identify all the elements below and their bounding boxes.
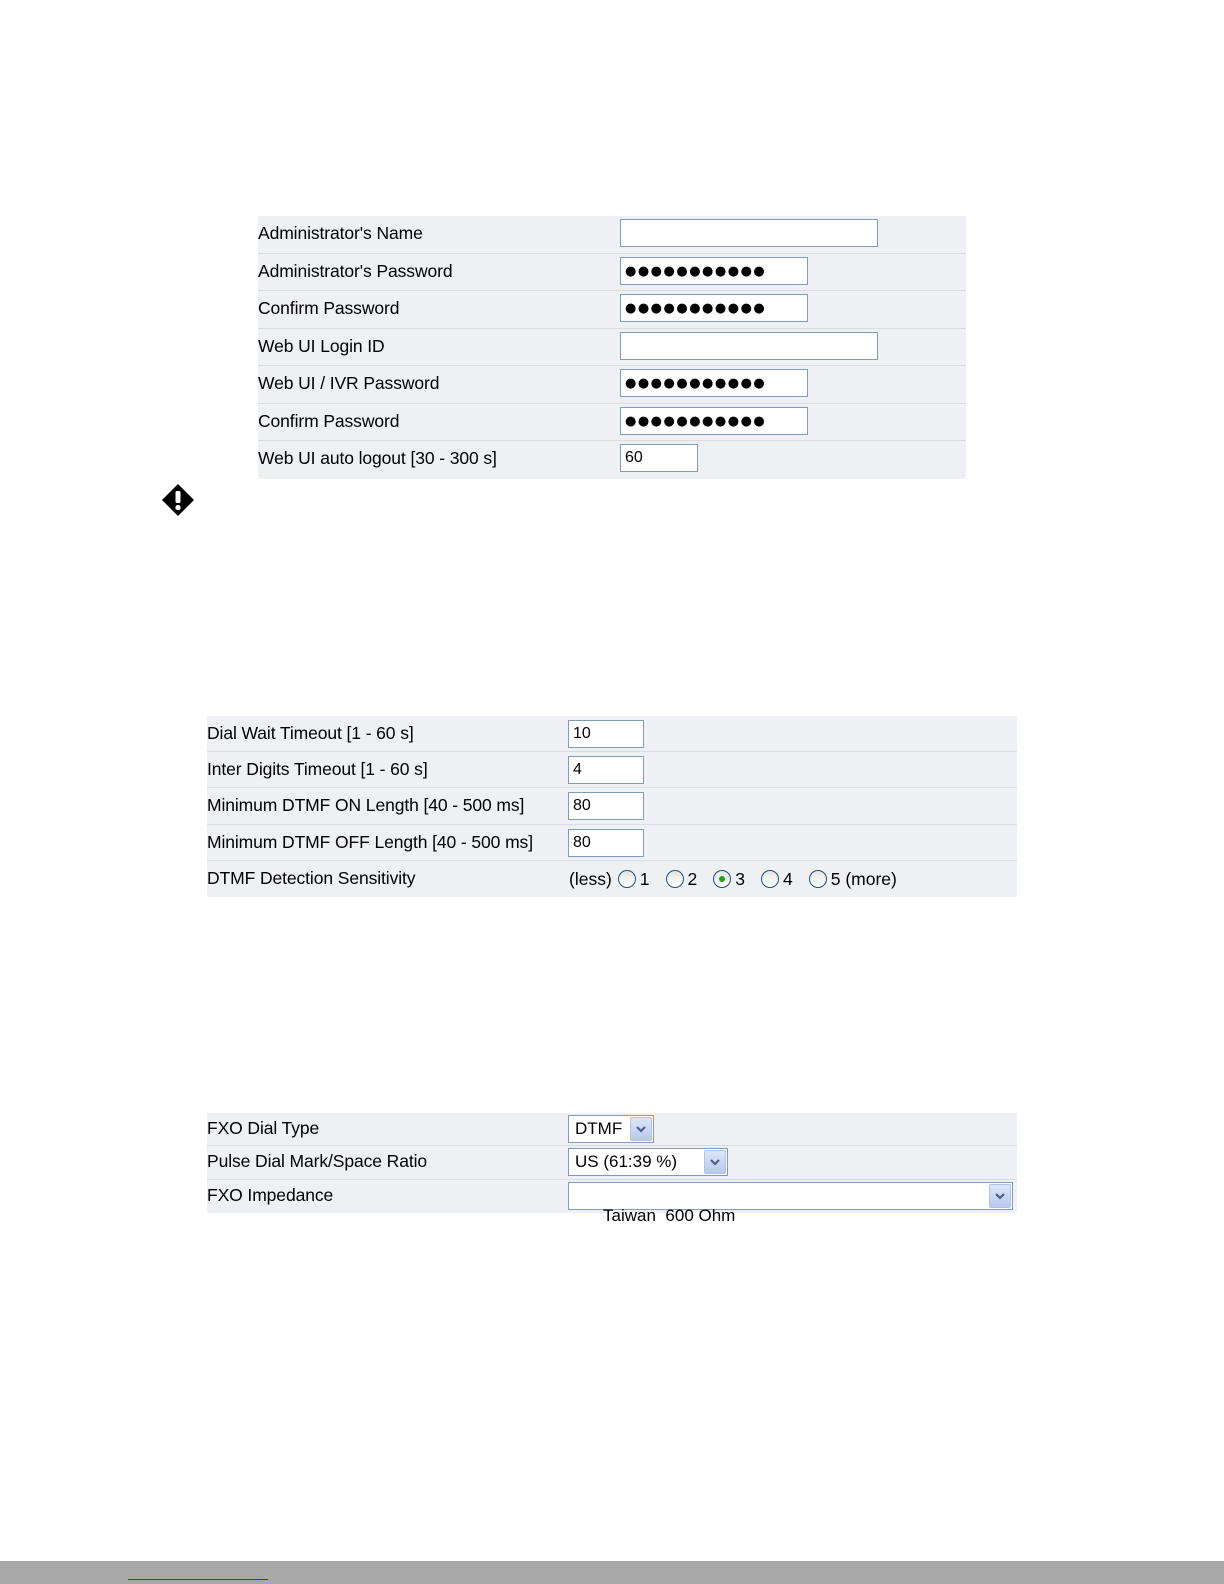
inter-digits-label: Inter Digits Timeout [1 - 60 s] xyxy=(207,759,428,780)
auto-logout-input[interactable]: 60 xyxy=(620,444,698,472)
fxo-settings-panel xyxy=(207,1113,1017,1225)
sensitivity-option-1: 1 xyxy=(639,868,650,889)
inter-digits-row xyxy=(207,752,1017,788)
admin-password-input[interactable]: ●●●●●●●●●●● xyxy=(620,257,808,285)
admin-confirm-password-row xyxy=(258,291,966,329)
sensitivity-option-2: 2 xyxy=(687,868,698,889)
fxo-impedance-select[interactable] xyxy=(568,1182,1013,1225)
sensitivity-radio-5[interactable] xyxy=(809,870,827,888)
auto-logout-label: Web UI auto logout [30 - 300 s] xyxy=(258,448,497,468)
pulse-ratio-label: Pulse Dial Mark/Space Ratio xyxy=(207,1151,428,1172)
fxo-impedance-label: FXO Impedance xyxy=(207,1184,334,1205)
fxo-dial-type-value: DTMF xyxy=(575,1119,623,1138)
web-confirm-password-row xyxy=(258,404,966,442)
sensitivity-option-4: 4 xyxy=(782,868,793,889)
dial-wait-input[interactable]: 10 xyxy=(568,720,644,748)
admin-password-row xyxy=(258,254,966,292)
chevron-down-icon[interactable] xyxy=(704,1150,726,1174)
dial-wait-label: Dial Wait Timeout [1 - 60 s] xyxy=(207,723,414,743)
fxo-dial-type-row xyxy=(207,1113,1017,1146)
web-login-id-input[interactable] xyxy=(620,332,878,360)
chevron-down-icon[interactable] xyxy=(630,1117,652,1141)
sensitivity-prefix: (less) xyxy=(569,868,612,889)
dtmf-sensitivity-label: DTMF Detection Sensitivity xyxy=(207,867,416,888)
admin-password-label: Administrator's Password xyxy=(258,260,453,281)
sensitivity-radio-4[interactable] xyxy=(761,870,779,888)
admin-name-label: Administrator's Name xyxy=(258,223,423,243)
admin-settings-panel xyxy=(258,216,966,479)
fxo-impedance-value: Taiwan 600 Ohm xyxy=(603,1205,736,1225)
web-ivr-password-row xyxy=(258,366,966,404)
auto-logout-row xyxy=(258,441,966,479)
dtmf-off-input[interactable]: 80 xyxy=(568,829,644,857)
web-confirm-password-label: Confirm Password xyxy=(258,410,400,431)
admin-confirm-password-input[interactable]: ●●●●●●●●●●● xyxy=(620,294,808,322)
dial-settings-panel xyxy=(207,716,1017,897)
web-ivr-password-label: Web UI / IVR Password xyxy=(258,373,440,393)
sensitivity-option-3: 3 xyxy=(735,868,745,889)
dtmf-on-row xyxy=(207,788,1017,824)
fxo-dial-type-select[interactable] xyxy=(568,1115,654,1143)
admin-confirm-password-label: Confirm Password xyxy=(258,298,400,318)
admin-name-input[interactable] xyxy=(620,219,878,247)
inter-digits-input[interactable]: 4 xyxy=(568,756,644,784)
web-ivr-password-input[interactable]: ●●●●●●●●●●● xyxy=(620,369,808,397)
pulse-ratio-value: US (61:39 %) xyxy=(575,1152,678,1172)
dtmf-off-row xyxy=(207,825,1017,861)
sensitivity-radio-3[interactable] xyxy=(713,870,731,888)
sensitivity-option-5: 5 (more) xyxy=(830,868,897,889)
web-login-id-row xyxy=(258,329,966,367)
web-confirm-password-input[interactable]: ●●●●●●●●●●● xyxy=(620,407,808,435)
pulse-ratio-row xyxy=(207,1146,1017,1179)
admin-name-row xyxy=(258,216,966,254)
dtmf-sensitivity-group xyxy=(569,869,907,890)
dtmf-on-label: Minimum DTMF ON Length [40 - 500 ms] xyxy=(207,795,525,816)
fxo-dial-type-label: FXO Dial Type xyxy=(207,1118,320,1138)
dtmf-sensitivity-row xyxy=(207,861,1017,897)
dtmf-on-input[interactable]: 80 xyxy=(568,792,644,820)
footer-bar xyxy=(0,1561,1224,1584)
sensitivity-radio-2[interactable] xyxy=(666,870,684,888)
pulse-ratio-select[interactable] xyxy=(568,1148,728,1176)
web-login-id-label: Web UI Login ID xyxy=(258,335,385,356)
dtmf-off-label: Minimum DTMF OFF Length [40 - 500 ms] xyxy=(207,831,533,852)
dial-wait-row xyxy=(207,716,1017,752)
fxo-impedance-row xyxy=(207,1180,1017,1225)
warning-diamond-icon xyxy=(161,483,195,517)
footer-link-underline[interactable] xyxy=(128,1579,268,1580)
sensitivity-radio-1[interactable] xyxy=(618,870,636,888)
chevron-down-icon[interactable] xyxy=(989,1184,1011,1208)
